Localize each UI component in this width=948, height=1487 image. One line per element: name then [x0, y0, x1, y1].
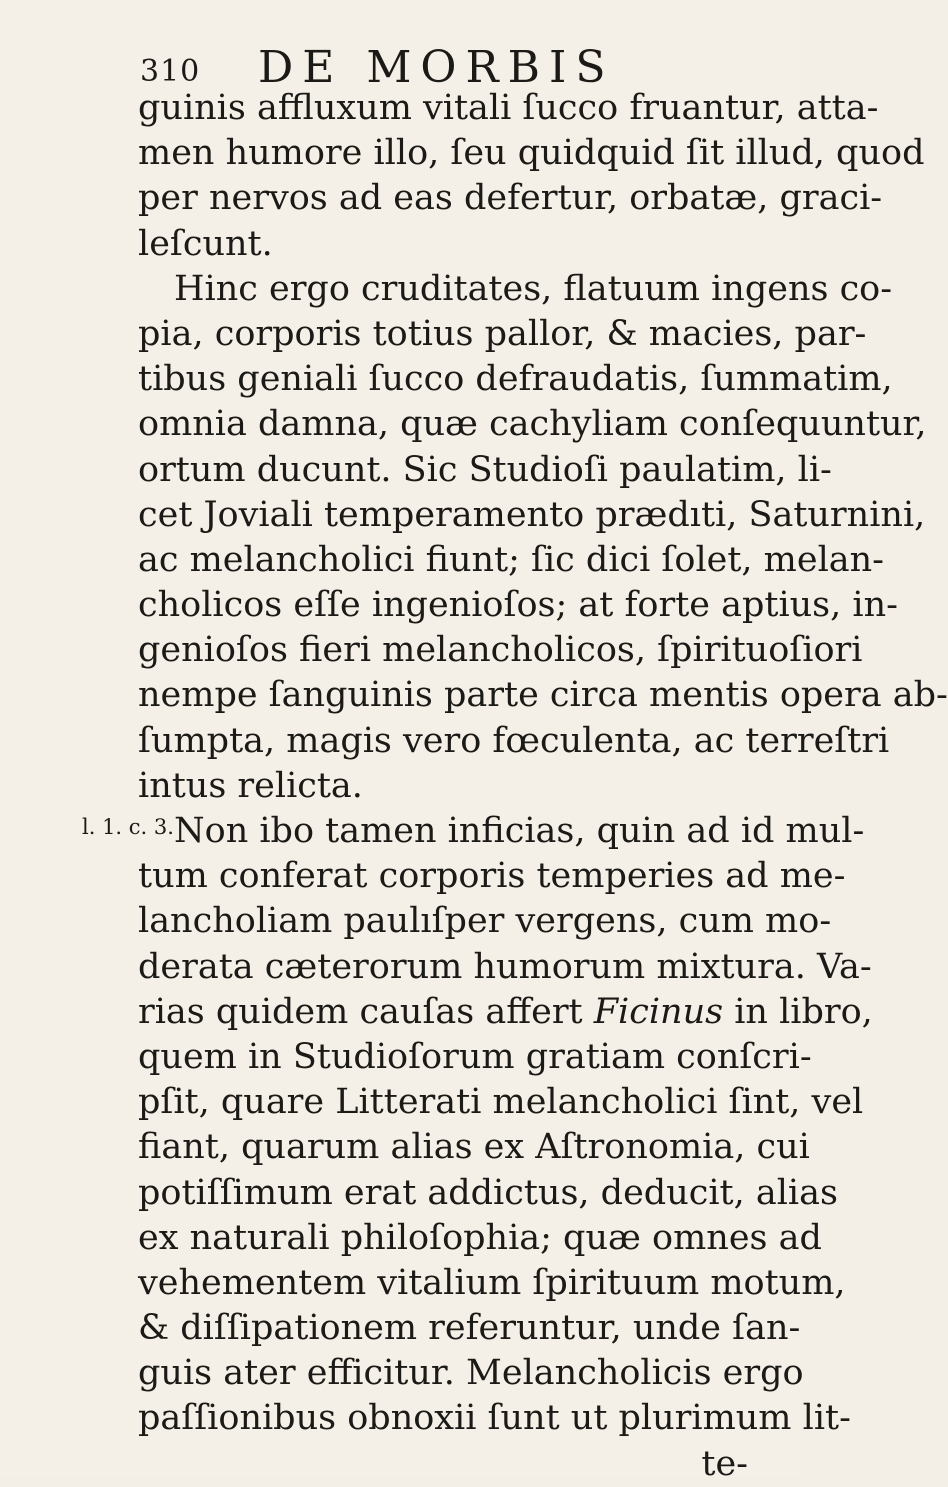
text-line: nempe ſanguinis parte circa mentis opera ab-: [138, 675, 948, 716]
text-line: genioſos fieri melancholicos, ſpirituoſiori: [138, 630, 863, 671]
paragraph-start-line: Hinc ergo cruditates, flatuum ingens co-: [174, 268, 893, 309]
text-line: quem in Studioſorum gratiam conſcri-: [138, 1036, 812, 1077]
text-segment: rias quidem cauſas affert: [138, 991, 583, 1032]
text-line: ortum ducunt. Sic Studioſi paulatim, li-: [138, 449, 832, 490]
text-line: paſſionibus obnoxii ſunt ut plurimum lit-: [138, 1398, 851, 1439]
text-line: tibus geniali ſucco defraudatis, ſummatim,: [138, 359, 893, 400]
catchword: te-: [701, 1443, 748, 1484]
text-line: per nervos ad eas defertur, orbatæ, graci-: [138, 178, 883, 219]
text-line: leſcunt.: [138, 223, 273, 264]
page-number: 310: [140, 54, 201, 89]
text-line: [138, 990, 873, 1035]
body-text: [138, 86, 948, 1487]
text-line: vehementem vitalium ſpirituum motum,: [138, 1262, 846, 1303]
text-line: intus relicta.: [138, 765, 363, 806]
text-segment: in libro,: [734, 991, 873, 1032]
text-line: lancholiam paulıſper vergens, cum mo-: [138, 901, 832, 942]
text-line: ac melancholici fiunt; ſic dici ſolet, melan-: [138, 539, 885, 580]
text-line: ex naturali philoſophia; quæ omnes ad: [138, 1217, 822, 1258]
paragraph-start-line: Non ibo tamen inficias, quin ad id mul-: [174, 811, 865, 851]
running-head: DE MORBIS: [258, 42, 615, 93]
text-line: pſit, quare Litterati melancholici ſint, vel: [138, 1082, 864, 1123]
text-line: guinis affluxum vitali ſucco fruantur, atta-: [138, 88, 879, 128]
text-line: potiſſimum erat addictus, deducit, alias: [138, 1172, 838, 1213]
text-line: derata cæterorum humorum mixtura. Va-: [138, 946, 872, 987]
margin-reference: l. 1. c. 3.: [82, 815, 174, 839]
author-name-italic: Ficinus: [593, 991, 724, 1032]
text-line: ſumpta, magis vero fœculenta, ac terreſtri: [138, 720, 890, 761]
text-line: pia, corporis totius pallor, & macies, par-: [138, 313, 867, 354]
text-line: cet Joviali temperamento prædıti, Saturnini,: [138, 494, 926, 535]
text-line: omnia damna, quæ cachyliam conſequuntur,: [138, 404, 927, 445]
text-line: men humore illo, ſeu quidquid ſit illud, quod: [138, 133, 925, 174]
text-line: cholicos eſſe ingenioſos; at forte aptius, in-: [138, 585, 898, 626]
text-line: fiant, quarum alias ex Aſtronomia, cui: [138, 1127, 810, 1168]
text-line: tum conferat corporis temperies ad me-: [138, 856, 846, 897]
text-line: guis ater efficitur. Melancholicis ergo: [138, 1353, 804, 1394]
text-line: & diſſipationem referuntur, unde ſan-: [138, 1308, 801, 1349]
